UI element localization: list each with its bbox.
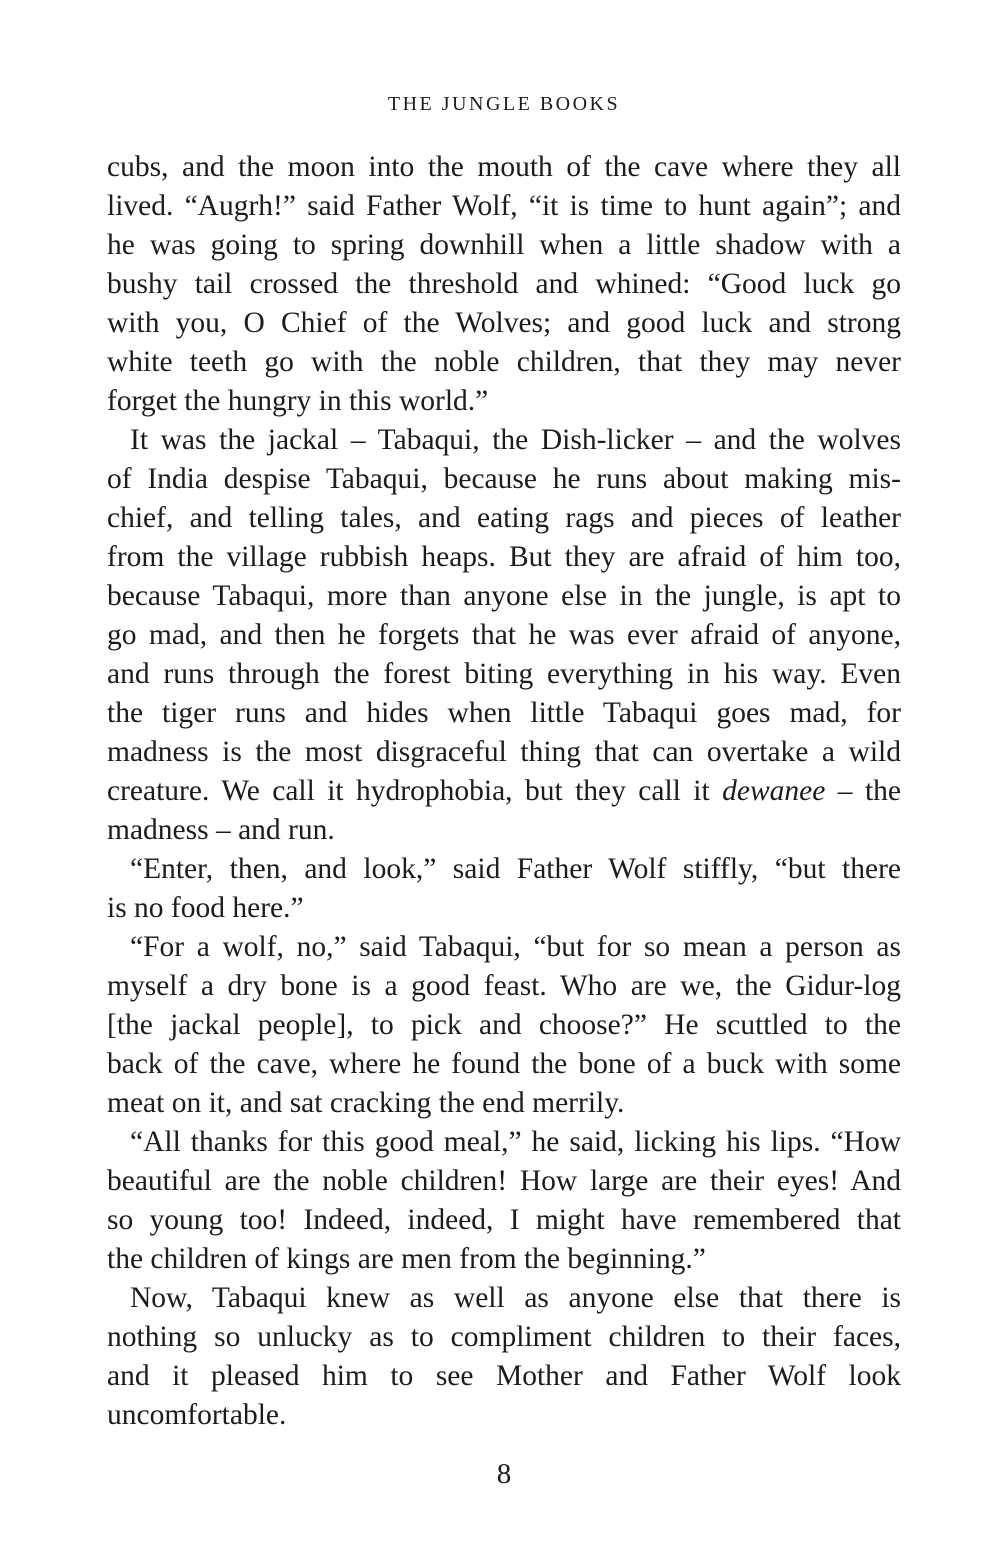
- text-line: [107, 1240, 901, 1279]
- text-segment: cubs, and the moon into the mouth of the cave where they all: [107, 151, 901, 183]
- text-line: [107, 577, 901, 616]
- text-segment: creature. We call it hydrophobia, but they call it: [107, 775, 723, 807]
- text-segment: because Tabaqui, more than anyone else in the jungle, is apt to: [107, 580, 901, 612]
- text-line: [107, 616, 901, 655]
- text-segment: and it pleased him to see Mother and Father Wolf look: [107, 1360, 901, 1392]
- text-line: [107, 1123, 901, 1162]
- text-line: [107, 343, 901, 382]
- text-segment: of India despise Tabaqui, because he runs about making mis-: [107, 463, 901, 495]
- text-line: [107, 772, 901, 811]
- text-segment: go mad, and then he forgets that he was ever afraid of anyone,: [107, 619, 901, 651]
- text-line: [107, 1045, 901, 1084]
- text-segment: It was the jackal – Tabaqui, the Dish-licker – and the wolves: [130, 424, 901, 456]
- text-segment: beautiful are the noble children! How large are their eyes! And: [107, 1165, 901, 1197]
- body-text: [107, 148, 901, 1435]
- text-line: [107, 694, 901, 733]
- text-line: [107, 1162, 901, 1201]
- text-segment: “Enter, then, and look,” said Father Wolf stiffly, “but there: [130, 853, 901, 885]
- text-segment: and runs through the forest biting everything in his way. Even: [107, 658, 901, 690]
- text-segment: the tiger runs and hides when little Tabaqui goes mad, for: [107, 697, 901, 729]
- text-segment: meat on it, and sat cracking the end merrily.: [107, 1087, 625, 1119]
- text-line: [107, 889, 901, 928]
- text-segment: white teeth go with the noble children, that they may never: [107, 346, 901, 378]
- text-segment: from the village rubbish heaps. But they are afraid of him too,: [107, 541, 901, 573]
- italic-term: dewanee: [722, 775, 826, 807]
- text-segment: back of the cave, where he found the bone of a buck with some: [107, 1048, 901, 1080]
- text-segment: chief, and telling tales, and eating rags and pieces of leather: [107, 502, 901, 534]
- text-line: [107, 460, 901, 499]
- text-segment: “All thanks for this good meal,” he said, licking his lips. “How: [130, 1126, 901, 1158]
- text-line: [107, 811, 901, 850]
- text-line: [107, 148, 901, 187]
- text-segment: madness is the most disgraceful thing that can overtake a wild: [107, 736, 901, 768]
- text-line: [107, 1006, 901, 1045]
- text-segment: is no food here.”: [107, 892, 304, 924]
- text-line: [107, 733, 901, 772]
- text-line: [107, 1318, 901, 1357]
- text-segment: madness – and run.: [107, 814, 335, 846]
- text-line: [107, 1357, 901, 1396]
- text-line: [107, 1396, 901, 1435]
- page-number: 8: [496, 1458, 512, 1490]
- text-segment: bushy tail crossed the threshold and whined: “Good luck go: [107, 268, 901, 300]
- text-line: [107, 1279, 901, 1318]
- text-line: [107, 265, 901, 304]
- text-segment: Now, Tabaqui knew as well as anyone else that there is: [130, 1282, 901, 1314]
- text-line: [107, 1084, 901, 1123]
- text-segment: [the jackal people], to pick and choose?” He scuttled to the: [107, 1009, 901, 1041]
- text-segment: he was going to spring downhill when a little shadow with a: [107, 229, 901, 261]
- text-segment: – the: [825, 775, 901, 807]
- text-line: [107, 1201, 901, 1240]
- text-line: [107, 538, 901, 577]
- text-line: [107, 304, 901, 343]
- text-line: [107, 226, 901, 265]
- text-segment: so young too! Indeed, indeed, I might have remembered that: [107, 1204, 901, 1236]
- text-line: [107, 421, 901, 460]
- text-segment: nothing so unlucky as to compliment children to their faces,: [107, 1321, 901, 1353]
- text-segment: uncomfortable.: [107, 1399, 287, 1431]
- text-line: [107, 187, 901, 226]
- text-line: [107, 928, 901, 967]
- text-line: [107, 655, 901, 694]
- text-segment: forget the hungry in this world.”: [107, 385, 489, 417]
- running-head: THE JUNGLE BOOKS: [387, 93, 621, 115]
- text-line: [107, 967, 901, 1006]
- text-segment: myself a dry bone is a good feast. Who are we, the Gidur-log: [107, 970, 901, 1002]
- text-line: [107, 850, 901, 889]
- text-line: [107, 382, 901, 421]
- text-line: [107, 499, 901, 538]
- text-segment: “For a wolf, no,” said Tabaqui, “but for so mean a person as: [130, 931, 901, 963]
- text-segment: with you, O Chief of the Wolves; and good luck and strong: [107, 307, 901, 339]
- text-segment: the children of kings are men from the beginning.”: [107, 1243, 706, 1275]
- text-segment: lived. “Augrh!” said Father Wolf, “it is time to hunt again”; and: [107, 190, 901, 222]
